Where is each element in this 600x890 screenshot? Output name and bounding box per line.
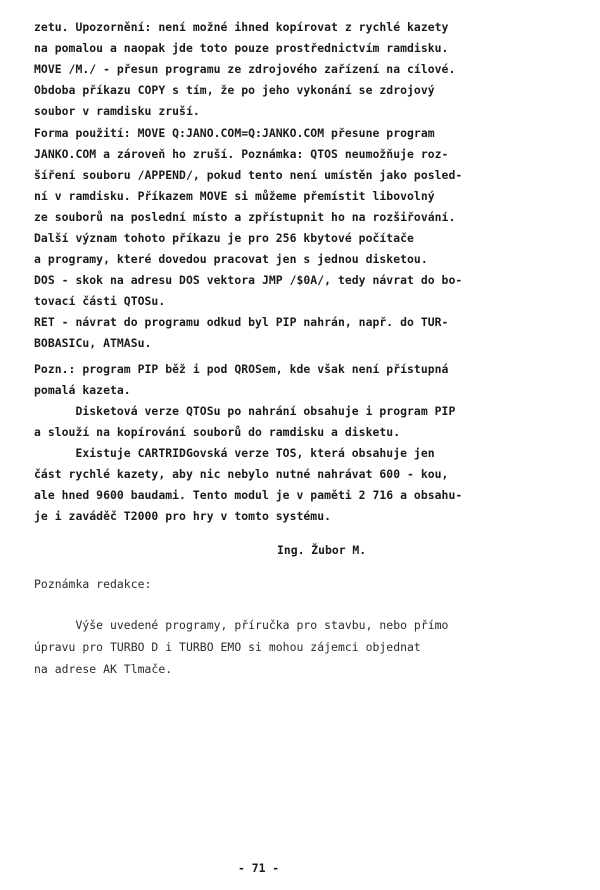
body-line: Pozn.: program PIP běž i pod QROSem, kde však není přístupná <box>34 362 449 376</box>
body-line: JANKO.COM a zároveň ho zruší. Poznámka: QTOS neumožňuje roz- <box>34 147 449 161</box>
body-line: tovací části QTOSu. <box>34 294 166 308</box>
note-line: na adrese AK Tlmače. <box>34 662 173 676</box>
body-line: soubor v ramdisku zruší. <box>34 104 200 118</box>
body-line: pomalá kazeta. <box>34 383 131 397</box>
note-line: Výše uvedené programy, příručka pro stavbu, nebo přímo <box>34 618 449 632</box>
body-line: a slouží na kopírování souborů do ramdisku a disketu. <box>34 425 401 439</box>
author-signature: Ing. Žubor M. <box>277 543 367 557</box>
note-heading: Poznámka redakce: <box>34 577 152 591</box>
body-line: Existuje CARTRIDGovská verze TOS, která obsahuje jen <box>34 446 435 460</box>
body-line: Forma použití: MOVE Q:JANO.COM=Q:JANKO.COM přesune program <box>34 126 435 140</box>
body-line: Další význam tohoto příkazu je pro 256 kbytové počítače <box>34 231 414 245</box>
body-line: šíření souboru /APPEND/, pokud tento není umístěn jako posled- <box>34 168 463 182</box>
body-line: Obdoba příkazu COPY s tím, že po jeho vykonání se zdrojový <box>34 83 435 97</box>
body-line: BOBASICu, ATMASu. <box>34 336 152 350</box>
body-line: Disketová verze QTOSu po nahrání obsahuje i program PIP <box>34 404 456 418</box>
body-line: je i zaváděč T2000 pro hry v tomto systému. <box>34 509 332 523</box>
body-line: ze souborů na poslední místo a zpřístupnit ho na rozšiřování. <box>34 210 456 224</box>
body-line: MOVE /M./ - přesun programu ze zdrojového zařízení na cílové. <box>34 62 456 76</box>
page-number: - 71 - <box>238 861 280 875</box>
body-line: zetu. Upozornění: není možné ihned kopírovat z rychlé kazety <box>34 20 449 34</box>
body-line: RET - návrat do programu odkud byl PIP nahrán, např. do TUR- <box>34 315 449 329</box>
body-line: ale hned 9600 baudami. Tento modul je v paměti 2 716 a obsahu- <box>34 488 463 502</box>
body-line: ní v ramdisku. Příkazem MOVE si můžeme přemístit libovolný <box>34 189 435 203</box>
body-line: část rychlé kazety, aby nic nebylo nutné nahrávat 600 - kou, <box>34 467 449 481</box>
body-line: a programy, které dovedou pracovat jen s jednou disketou. <box>34 252 428 266</box>
body-line: DOS - skok na adresu DOS vektora JMP /$0A/, tedy návrat do bo- <box>34 273 463 287</box>
body-line: na pomalou a naopak jde toto pouze prostřednictvím ramdisku. <box>34 41 449 55</box>
note-line: úpravu pro TURBO D i TURBO EMO si mohou zájemci objednat <box>34 640 421 654</box>
